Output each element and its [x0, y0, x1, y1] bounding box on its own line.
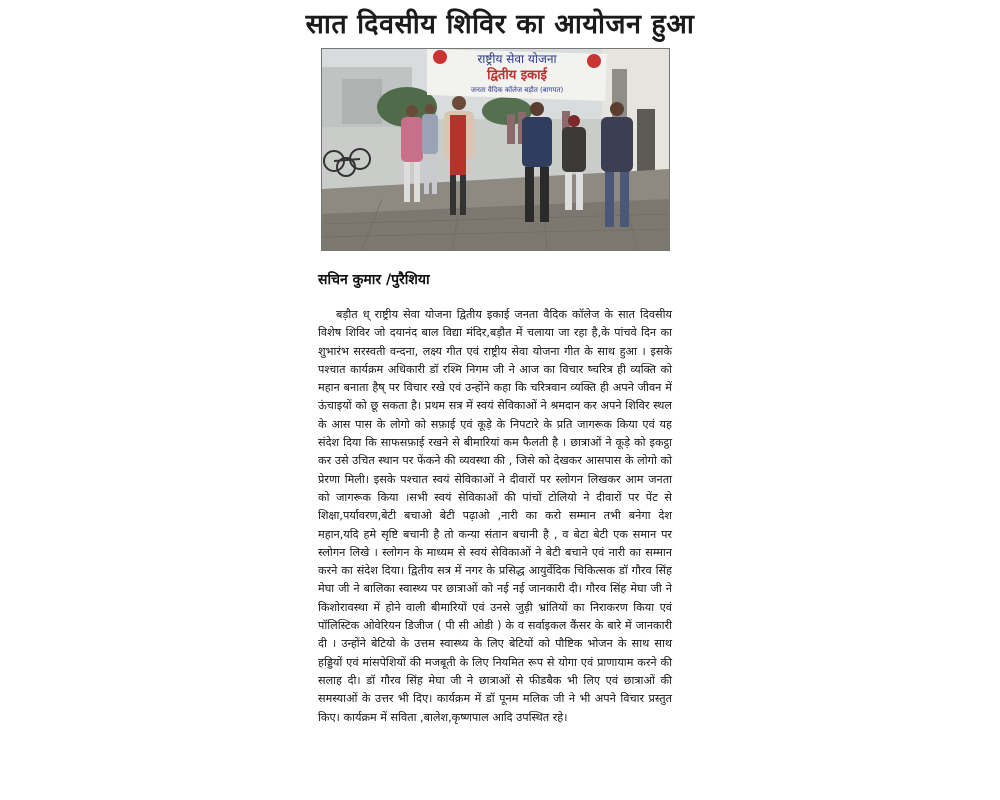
news-photo	[321, 48, 670, 251]
article-body: बड़ौत ध् राष्ट्रीय सेवा योजना द्वितीय इकाई जनता वैदिक कॉलेज के सात दिवसीय विशेष शिविर जो दयानंद बाल विद्या मंदिर,बड़ौत में चलाया जा रहा है,के पांचवे दिन का शुभारंभ सरस्वती वन्दना, लक्ष्य गीत एवं राष्ट्रीय सेवा योजना गीत के साथ हुआ । इसके पश्चात कार्यक्रम अधिकारी डॉ रश्मि निगम जी ने आज का विचार ष्चरित्र ही व्यक्ति को महान बनाता हैष् पर विचार रखे एवं उन्होंने कहा कि चरित्रवान व्यक्ति ही अपने जीवन में ऊंचाइयों को छू सकता है। प्रथम सत्र में स्वयं सेविकाओं ने श्रमदान कर अपने शिविर स्थल के आस पास के लोगो को सफ़ाई एवं कूड़े के निपटारे के प्रति जागरूक किया एवं यह संदेश दिया कि साफसफ़ाई रखने से बीमारियां कम फैलती है । छात्राओं ने कूड़े को इकट्ठा कर उसे उचित स्थान पर फेंकने की व्यवस्था की , जिसे को देखकर आसपास के लोगो को प्रेरणा मिली। इसके पश्चात स्वयं सेविकाओं ने दीवारों पर स्लोगन लिखकर आम जनता को जागरूक किया ।सभी स्वयं सेविकाओं की पांचों टोलियो ने दीवारों पर पेंट से शिक्षा,पर्यावरण,बेटी बचाओ बेटी पढ़ाओ ,नारी का करो सम्मान तभी बनेगा देश महान,यदि हमे सृष्टि बचानी है तो कन्या संतान बचानी है , व बेटा बेटी एक समान पर स्लोगन लिखे । स्लोगन के माध्यम से स्वयं सेविकाओं ने बेटी बचाने एवं नारी का सम्मान करने का संदेश दिया। द्वितीय सत्र में नगर के प्रसिद्ध आयुर्वेदिक चिकित्सक डॉ गौरव सिंह मेघा जी ने बालिका स्वास्थ्य पर छात्राओं को नई नई जानकारी दी। गौरव सिंह मेघा जी ने किशोरावस्था में होने वाली बीमारियों एवं उनसे जुड़ी भ्रांतियों का निराकरण किया एवं पॉलिस्टिक ओवेरियन डिजीज ( पी सी ओडी ) के व सर्वाइकल कैंसर के बारे में जानकारी दी । उन्होंने बेटियो के उत्तम स्वास्थ्य के लिए बेटियों को पौष्टिक भोजन के साथ साथ हड्डियों एवं मांसपेशियों की मजबूती के लिए नियमित रूप से योगा एवं प्राणायाम करने की सलाह दी। डॉ गौरव सिंह मेघा जी ने छात्राओं से फीडबैक भी लिए एवं छात्राओं की समस्याओं के उत्तर भी दिए। कार्यक्रम में डॉ पूनम मलिक जी ने भी अपने विचार प्रस्तुत किए। कार्यक्रम में सविता ,बालेश,कृष्णपाल आदि उपस्थित रहे।	[318, 308, 672, 724]
headline: सात दिवसीय शिविर का आयोजन हुआ	[305, 9, 695, 40]
banner-line-1: राष्ट्रीय सेवा योजना	[477, 52, 557, 66]
banner-line-3: जनता वैदिक कॉलेज बड़ौत (बागपत)	[470, 86, 564, 94]
byline: सचिन कुमार /पुरैशिया	[318, 272, 430, 288]
banner-line-2: द्वितीय इकाई	[487, 68, 547, 83]
